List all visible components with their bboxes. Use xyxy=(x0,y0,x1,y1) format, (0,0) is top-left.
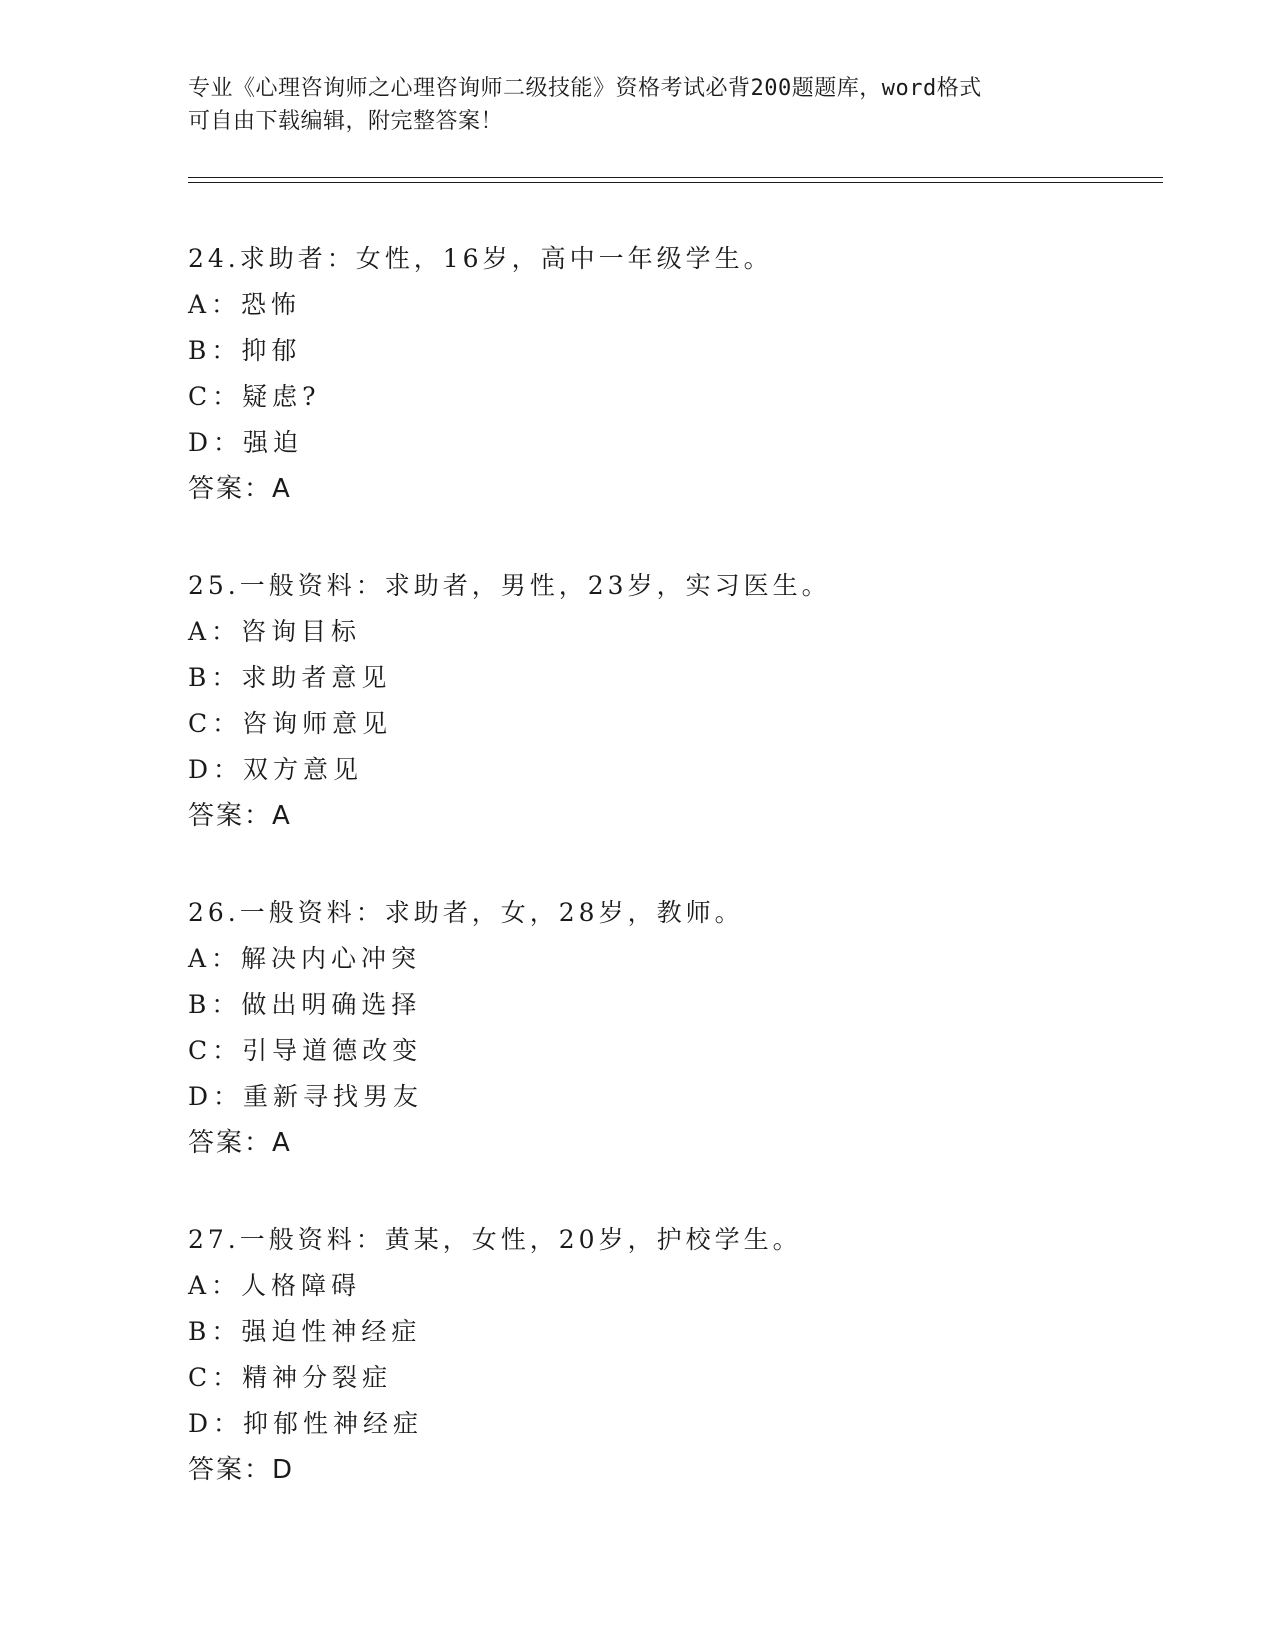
question-list xyxy=(188,236,1168,1544)
option-c: C：疑虑? xyxy=(188,382,321,411)
header-line-2: 可自由下载编辑，附完整答案！ xyxy=(188,109,504,134)
question-26 xyxy=(188,890,1168,1166)
answer: 答案：A xyxy=(188,474,292,504)
option-d: D：抑郁性神经症 xyxy=(188,1409,424,1438)
option-d: D：双方意见 xyxy=(188,755,364,784)
question-24 xyxy=(188,236,1168,512)
option-a: A：解决内心冲突 xyxy=(188,944,422,973)
question-stem: 27.一般资料：黄某，女性，20岁，护校学生。 xyxy=(188,1225,802,1254)
answer: 答案：D xyxy=(188,1455,295,1485)
question-stem: 24.求助者：女性，16岁，高中一年级学生。 xyxy=(188,244,773,273)
answer: 答案：A xyxy=(188,1128,292,1158)
option-a: A：人格障碍 xyxy=(188,1271,362,1300)
option-c: C：引导道德改变 xyxy=(188,1036,423,1065)
question-stem: 25.一般资料：求助者，男性，23岁，实习医生。 xyxy=(188,571,831,600)
header-divider-bottom xyxy=(188,182,1163,183)
question-25 xyxy=(188,563,1168,839)
document-header xyxy=(188,72,1088,138)
option-a: A：恐怖 xyxy=(188,290,302,319)
question-stem: 26.一般资料：求助者，女，28岁，教师。 xyxy=(188,898,744,927)
question-27 xyxy=(188,1217,1168,1493)
header-divider-top xyxy=(188,177,1163,178)
option-d: D：强迫 xyxy=(188,428,304,457)
option-c: C：精神分裂症 xyxy=(188,1363,393,1392)
option-c: C：咨询师意见 xyxy=(188,709,393,738)
option-d: D：重新寻找男友 xyxy=(188,1082,424,1111)
option-a: A：咨询目标 xyxy=(188,617,362,646)
option-b: B：做出明确选择 xyxy=(188,990,422,1019)
header-line-1: 专业《心理咨询师之心理咨询师二级技能》资格考试必背200题题库，word格式 xyxy=(188,76,982,101)
option-b: B：求助者意见 xyxy=(188,663,392,692)
option-b: B：强迫性神经症 xyxy=(188,1317,422,1346)
answer: 答案：A xyxy=(188,801,292,831)
option-b: B：抑郁 xyxy=(188,336,302,365)
